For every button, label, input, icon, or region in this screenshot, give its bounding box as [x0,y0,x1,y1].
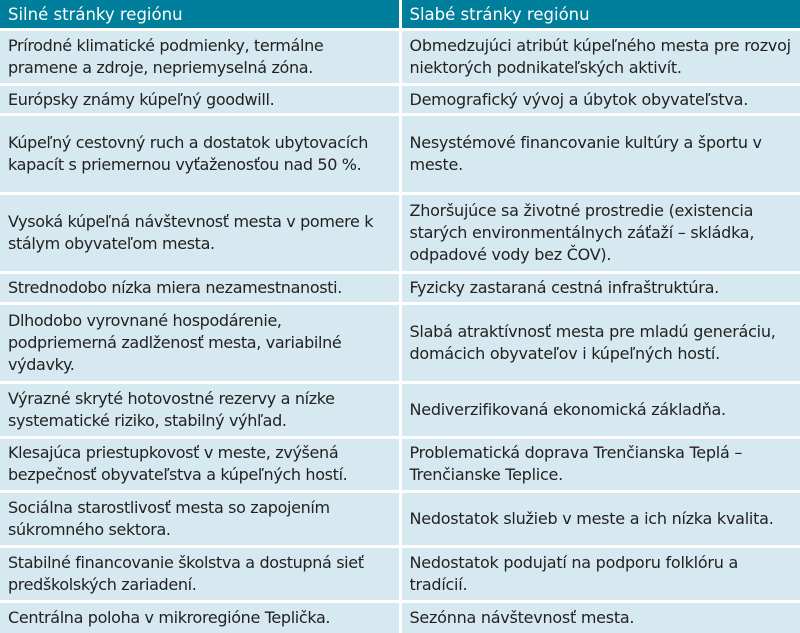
strength-cell: Prírodné klimatické podmienky, termálne pramene a zdroje, nepriemyselná zóna. [0,30,400,85]
weakness-cell: Nesystémové financovanie kultúry a športu v meste. [400,115,800,194]
weakness-cell: Problematická doprava Trenčianska Teplá – Trenčianske Teplice. [400,437,800,492]
strength-cell: Strednodobo nízka miera nezamestnanosti. [0,273,400,304]
strength-cell: Kúpeľný cestovný ruch a dostatok ubytovacích kapacít s priemernou vyťaženosťou nad 50 %. [0,115,400,194]
table-row [0,115,800,194]
strength-cell: Klesajúca priestupkovosť v meste, zvýšená bezpečnosť obyvateľstva a kúpeľných hostí. [0,437,400,492]
weakness-cell: Nedostatok podujatí na podporu folklóru a tradícií. [400,547,800,602]
strength-cell: Sociálna starostlivosť mesta so zapojením súkromného sektora. [0,492,400,547]
strength-cell: Centrálna poloha v mikroregióne Teplička. [0,601,400,633]
header-row [0,0,800,30]
header-strengths: Silné stránky regiónu [0,0,400,30]
table-row [0,84,800,115]
table-body [0,30,800,633]
weakness-cell: Obmedzujúci atribút kúpeľného mesta pre rozvoj niektorých podnikateľských aktivít. [400,30,800,85]
weakness-cell: Nediverzifikovaná ekonomická základňa. [400,382,800,437]
strength-cell: Stabilné financovanie školstva a dostupná sieť predškolských zariadení. [0,547,400,602]
weakness-cell: Fyzicky zastaraná cestná infraštruktúra. [400,273,800,304]
weakness-cell: Nedostatok služieb v meste a ich nízka kvalita. [400,492,800,547]
weakness-cell: Zhoršujúce sa životné prostredie (existencia starých environmentálnych záťaží – skládka, odpadové vody bez ČOV). [400,194,800,273]
strength-cell: Dlhodobo vyrovnané hospodárenie, podpriemerná zadlženosť mesta, variabilné výdavky. [0,303,400,382]
table-header [0,0,800,30]
table-row [0,382,800,437]
strength-cell: Európsky známy kúpeľný goodwill. [0,84,400,115]
strength-cell: Vysoká kúpeľná návštevnosť mesta v pomere k stálym obyvateľom mesta. [0,194,400,273]
weakness-cell: Demografický vývoj a úbytok obyvateľstva. [400,84,800,115]
weakness-cell: Slabá atraktívnosť mesta pre mladú generáciu, domácich obyvateľov i kúpeľných hostí. [400,303,800,382]
table-row [0,30,800,85]
header-weaknesses: Slabé stránky regiónu [400,0,800,30]
table-row [0,492,800,547]
table-row [0,547,800,602]
weakness-cell: Sezónna návštevnosť mesta. [400,601,800,633]
table-row [0,273,800,304]
table-row [0,601,800,633]
table-row [0,303,800,382]
strength-cell: Výrazné skryté hotovostné rezervy a nízke systematické riziko, stabilný výhľad. [0,382,400,437]
table-row [0,194,800,273]
table-row [0,437,800,492]
